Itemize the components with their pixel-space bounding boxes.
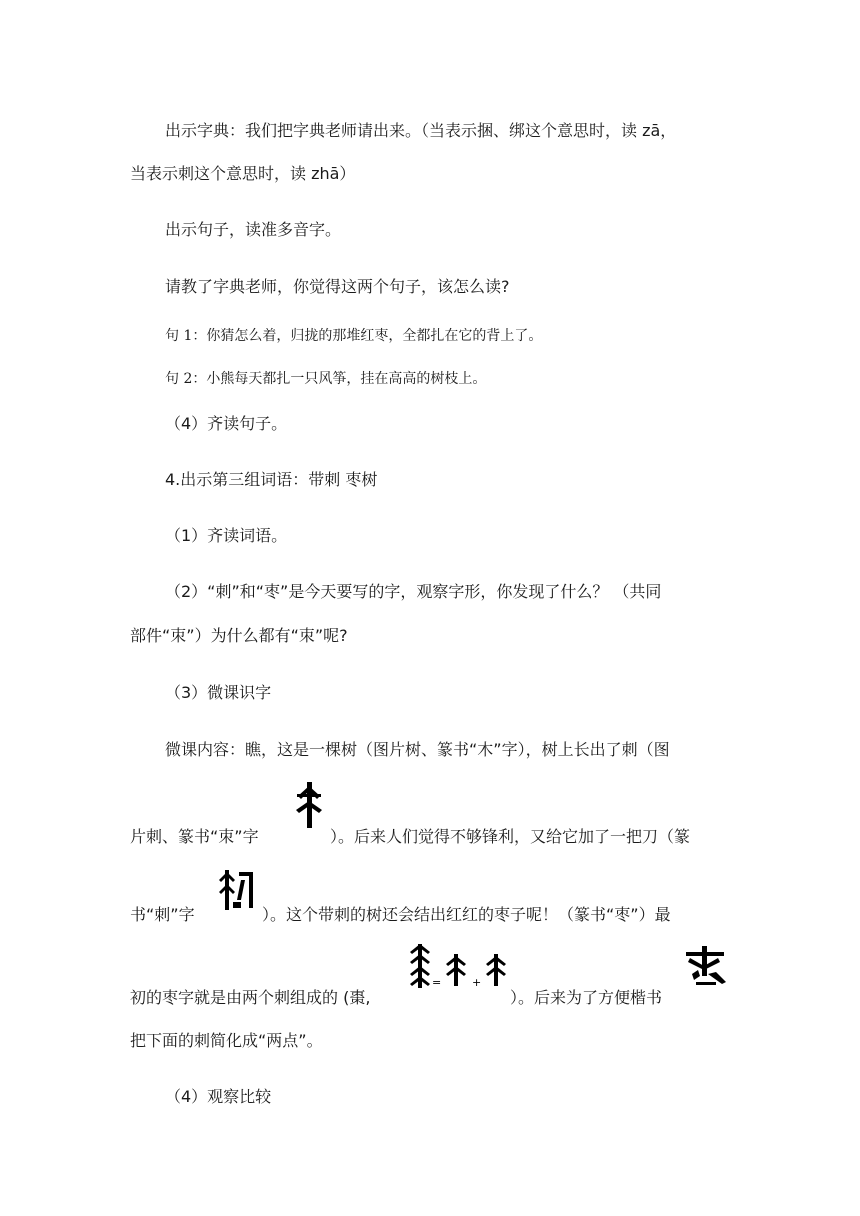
paragraph-question: 请教了字典老师，你觉得这两个句子，该怎么读?	[165, 277, 510, 296]
paragraph-read-words: （1）齐读词语。	[165, 526, 288, 545]
paragraph-micro-lesson: （3）微课识字	[165, 683, 272, 702]
seal-ci-thorn-image	[292, 780, 326, 830]
paragraph-observe-line2: 部件“朿”）为什么都有“朿”呢?	[130, 626, 348, 645]
paragraph-content-line5: 把下面的刺简化成“两点”。	[130, 1031, 323, 1050]
plus-sign: +	[472, 976, 482, 989]
paragraph-third-group: 4.出示第三组词语：带刺 枣树	[165, 470, 378, 489]
paragraph-content-line1: 微课内容：瞧，这是一棵树（图片树、篆书“木”字），树上长出了刺（图	[165, 740, 670, 759]
paragraph-read-sentences: （4）齐读句子。	[165, 414, 288, 433]
paragraph-dictionary-line2: 当表示刺这个意思时，读 zhā）	[130, 164, 356, 183]
paragraph-content-line2b: ）。后来人们觉得不够锋利，又给它加了一把刀（篆	[330, 827, 691, 846]
paragraph-compare: （4）观察比较	[165, 1087, 272, 1106]
paragraph-content-line3b: ）。这个带刺的树还会结出红红的枣子呢！（篆书“枣”）最	[262, 905, 671, 924]
paragraph-content-line4b: ）。后来为了方便楷书	[510, 988, 663, 1007]
sentence-1: 句 1：你猜怎么着，归拢的那堆红枣，全都扎在它的背上了。	[165, 328, 543, 344]
seal-zao-equation-image	[410, 942, 510, 992]
seal-ci-character-image	[219, 866, 257, 914]
paragraph-content-line4a: 初的枣字就是由两个刺组成的 (棗,	[130, 988, 371, 1007]
paragraph-content-line2a: 片刺、篆书“朿”字	[130, 827, 259, 846]
paragraph-content-line3a: 书“刺”字	[130, 905, 195, 924]
seal-zao-kaishu-image	[682, 944, 728, 988]
sentence-2: 句 2：小熊每天都扎一只风筝，挂在高高的树枝上。	[165, 371, 487, 387]
paragraph-show-sentences: 出示句子，读准多音字。	[165, 220, 342, 239]
equals-sign: =	[432, 976, 442, 989]
paragraph-dictionary-line1: 出示字典：我们把字典老师请出来。（当表示捆、绑这个意思时，读 zā，	[165, 121, 677, 140]
paragraph-observe-line1: （2）“刺”和“枣”是今天要写的字，观察字形，你发现了什么？ （共同	[165, 582, 662, 601]
